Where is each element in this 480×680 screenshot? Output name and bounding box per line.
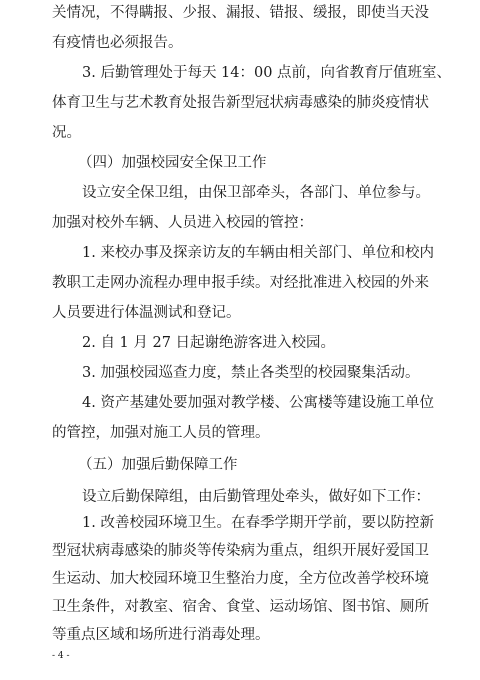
body-line: 的管控，加强对施工人员的管理。 — [52, 425, 270, 441]
body-line: 型冠状病毒感染的肺炎等传染病为重点，组织开展好爱国卫 — [52, 543, 429, 559]
body-line: 体育卫生与艺术教育处报告新型冠状病毒感染的肺炎疫情状 — [52, 95, 429, 111]
body-line: 人员要进行体温测试和登记。 — [52, 305, 241, 321]
body-line: 1. 来校办事及探亲访友的车辆由相关部门、单位和校内 — [82, 245, 434, 261]
section-heading: （五）加强后勤保障工作 — [78, 457, 238, 473]
body-line: 2. 自 1 月 27 日起谢绝游客进入校园。 — [82, 335, 336, 351]
body-line: 设立后勤保障组，由后勤管理处牵头，做好如下工作： — [82, 489, 430, 505]
page-number: - 4 - — [52, 651, 70, 661]
body-line: 等重点区域和场所进行消毒处理。 — [52, 627, 270, 643]
body-line: 加强对校外车辆、人员进入校园的管控： — [52, 215, 313, 231]
body-line: 1. 改善校园环境卫生。在春季学期开学前，要以防控新 — [82, 515, 434, 531]
body-line: 3. 加强校园巡查力度，禁止各类型的校园聚集活动。 — [82, 365, 420, 381]
body-line: 4. 资产基建处要加强对教学楼、公寓楼等建设施工单位 — [82, 395, 434, 411]
body-line: 生运动、加大校园环境卫生整治力度，全方位改善学校环境 — [52, 571, 429, 587]
section-heading: （四）加强校园安全保卫工作 — [78, 155, 267, 171]
body-line: 设立安全保卫组，由保卫部牵头，各部门、单位参与。 — [82, 185, 430, 201]
body-line: 3. 后勤管理处于每天 14：00 点前，向省教育厅值班室、 — [82, 65, 452, 81]
body-line: 教职工走网办流程办理申报手续。对经批准进入校园的外来 — [52, 275, 429, 291]
body-line: 关情况，不得瞒报、少报、漏报、错报、缓报，即使当天没 — [52, 5, 429, 21]
body-line: 卫生条件，对教室、宿舍、食堂、运动场馆、图书馆、厕所 — [52, 599, 429, 615]
body-line: 况。 — [52, 125, 81, 141]
body-line: 有疫情也必须报告。 — [52, 35, 183, 51]
